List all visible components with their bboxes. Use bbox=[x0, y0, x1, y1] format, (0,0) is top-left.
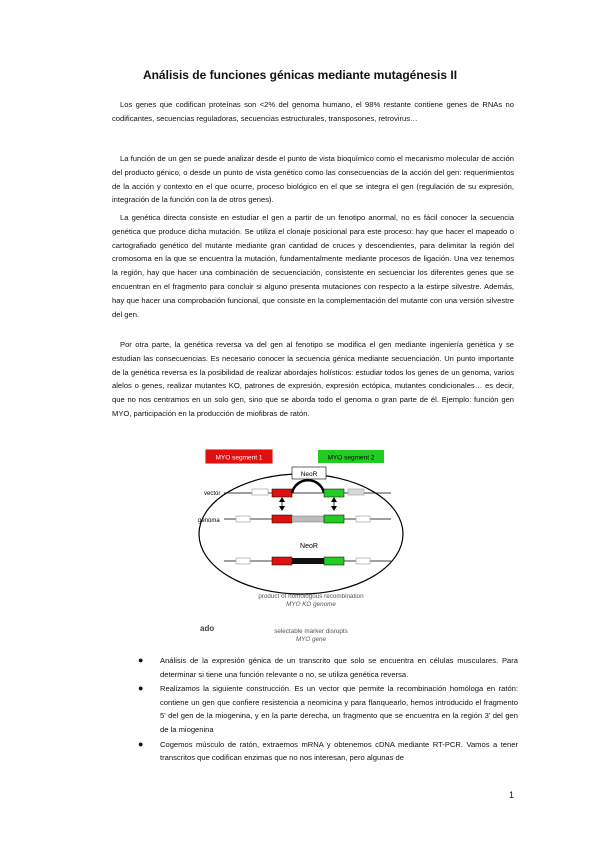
bullet-item-3-text: Cogemos músculo de ratón, extraemos mRNA y obtenemos cDNA mediante RT-PCR. Vamos a tener transcritos que codifican enzimas que no nos interesan, pero algunas de bbox=[160, 739, 518, 763]
paragraph-2-text: La función de un gen se puede analizar desde el punto de vista bioquímico como el mecanismo molecular de acción del producto génico, o desde un punto de vista genético como las consecuencias de la acción del gen: requerimientos de la acción y contexto en el que ocurre, proceso biológico en el que se integra el gen (regulación de su expresión, integración de la función con la de otros genes). bbox=[112, 154, 514, 205]
paragraph-3-text: La genética directa consiste en estudiar el gen a partir de un fenotipo anormal, no es fácil conocer la secuencia genética que produce dicha mutación. Se utiliza el clonaje posicional para este proceso: hay que hacer el mapeado o cartografiado genético del mutante mediante gran cantidad de cruces y descendientes, para delimitar la región del cromosoma en la que se encuentra la mutación, fundamentalmente mediante procesos de ligación. Una vez tenemos la región, hay que hacer una combinación de secuenciación, consistente en secuenciar los diferentes genes que se encuentran en el fragmento para concluir si alguno presenta mutaciones con respecto a la estirpe silvestre. Además, hay que hacer una comprobación funcional, que consiste en la complementación del mutante con una versión silvestre del gen. bbox=[112, 213, 514, 319]
bullet-item-2 bbox=[130, 682, 518, 736]
genome-segment1 bbox=[272, 515, 292, 523]
figure-caption-line1: product of homologous recombination bbox=[258, 593, 364, 600]
vector-label: vector bbox=[204, 491, 221, 497]
recombination-figure bbox=[196, 446, 406, 641]
vector-neo-loop bbox=[292, 480, 324, 493]
bullet-dot-icon: ● bbox=[138, 738, 144, 749]
marker-caption-line2: MYO gene bbox=[295, 636, 327, 643]
paragraph-1-text: Los genes que codifican proteínas son <2% del genoma humano, el 98% restante contiene genes de RNAs no codificantes, secuencias reguladoras, secuencias estructurales, transposones, retrovirus… bbox=[112, 100, 514, 123]
paragraph-2 bbox=[112, 152, 514, 207]
vector-segment2 bbox=[324, 489, 344, 497]
bullet-dot-icon: ● bbox=[138, 683, 144, 694]
bullet-list bbox=[130, 654, 518, 766]
marker-caption bbox=[236, 628, 386, 644]
vector-segment1 bbox=[272, 489, 292, 497]
page-number: 1 bbox=[509, 790, 515, 800]
product-neo bbox=[292, 558, 324, 564]
neo-label: NeoR bbox=[300, 471, 318, 478]
cell-outline bbox=[199, 474, 403, 594]
marker-caption-line1: selectable marker disrupts bbox=[274, 628, 348, 635]
figure-caption-line2: MYO KO genome bbox=[286, 601, 336, 608]
paragraph-4-text: Por otra parte, la genética reversa va del gen al fenotipo se modifica el gen mediante ingeniería genética y se estudian las consecuencias. Es necesario conocer la secuencia génica mediante secuenciación. Un punto importante de la genética reversa es la posibilidad de realizar abordajes holísticos: estudiar todos los genes de un genoma, varios alelos o genes, realizar mutantes KO, patrones de expresión, expresión ectópica, mutantes condicionales… es decir, que no nos centramos en un solo gen, sino que se aborda todo el genoma o gran parte de él. Ejemplo: función gen MYO, participación en la producción de miofibras de ratón. bbox=[112, 340, 514, 418]
genome-segment2 bbox=[324, 515, 344, 523]
product-segment1 bbox=[272, 557, 292, 565]
bullet-item-3 bbox=[130, 738, 518, 765]
bullet-item-2-text: Realizamos la siguiente construcción. Es un vector que permite la recombinación homóloga en ratón: contiene un gen que confiere resistencia a neomicina y para flanquearlo, hemos introducido el fragmento 5' del gen de la miogenina, y en la parte derecha, un fragmento que se encuentra en la región 3' del gen de la miogenina bbox=[160, 684, 518, 734]
paragraph-4 bbox=[112, 338, 514, 421]
paragraph-3 bbox=[112, 211, 514, 321]
product-segment2 bbox=[324, 557, 344, 565]
neo-r-label: NeoR bbox=[300, 543, 318, 550]
genome-label: genoma bbox=[198, 518, 220, 524]
page-title: Análisis de funciones génicas mediante mutagénesis II bbox=[142, 68, 458, 82]
cropped-fragment-text: ado bbox=[200, 624, 215, 633]
bullet-item-1-text: Análisis de la expresión génica de un transcrito que solo se encuentra en células musculares. Para determinar si tiene una función relevante o no, se utiliza genética reversa. bbox=[160, 656, 518, 679]
bullet-item-1 bbox=[130, 654, 518, 681]
paragraph-1 bbox=[112, 98, 514, 126]
genome-middle bbox=[292, 516, 324, 522]
segment1-label: MYO segment 1 bbox=[215, 454, 263, 462]
segment2-label: MYO segment 2 bbox=[327, 454, 375, 462]
bullet-dot-icon: ● bbox=[138, 655, 144, 665]
figure-caption bbox=[236, 593, 386, 609]
